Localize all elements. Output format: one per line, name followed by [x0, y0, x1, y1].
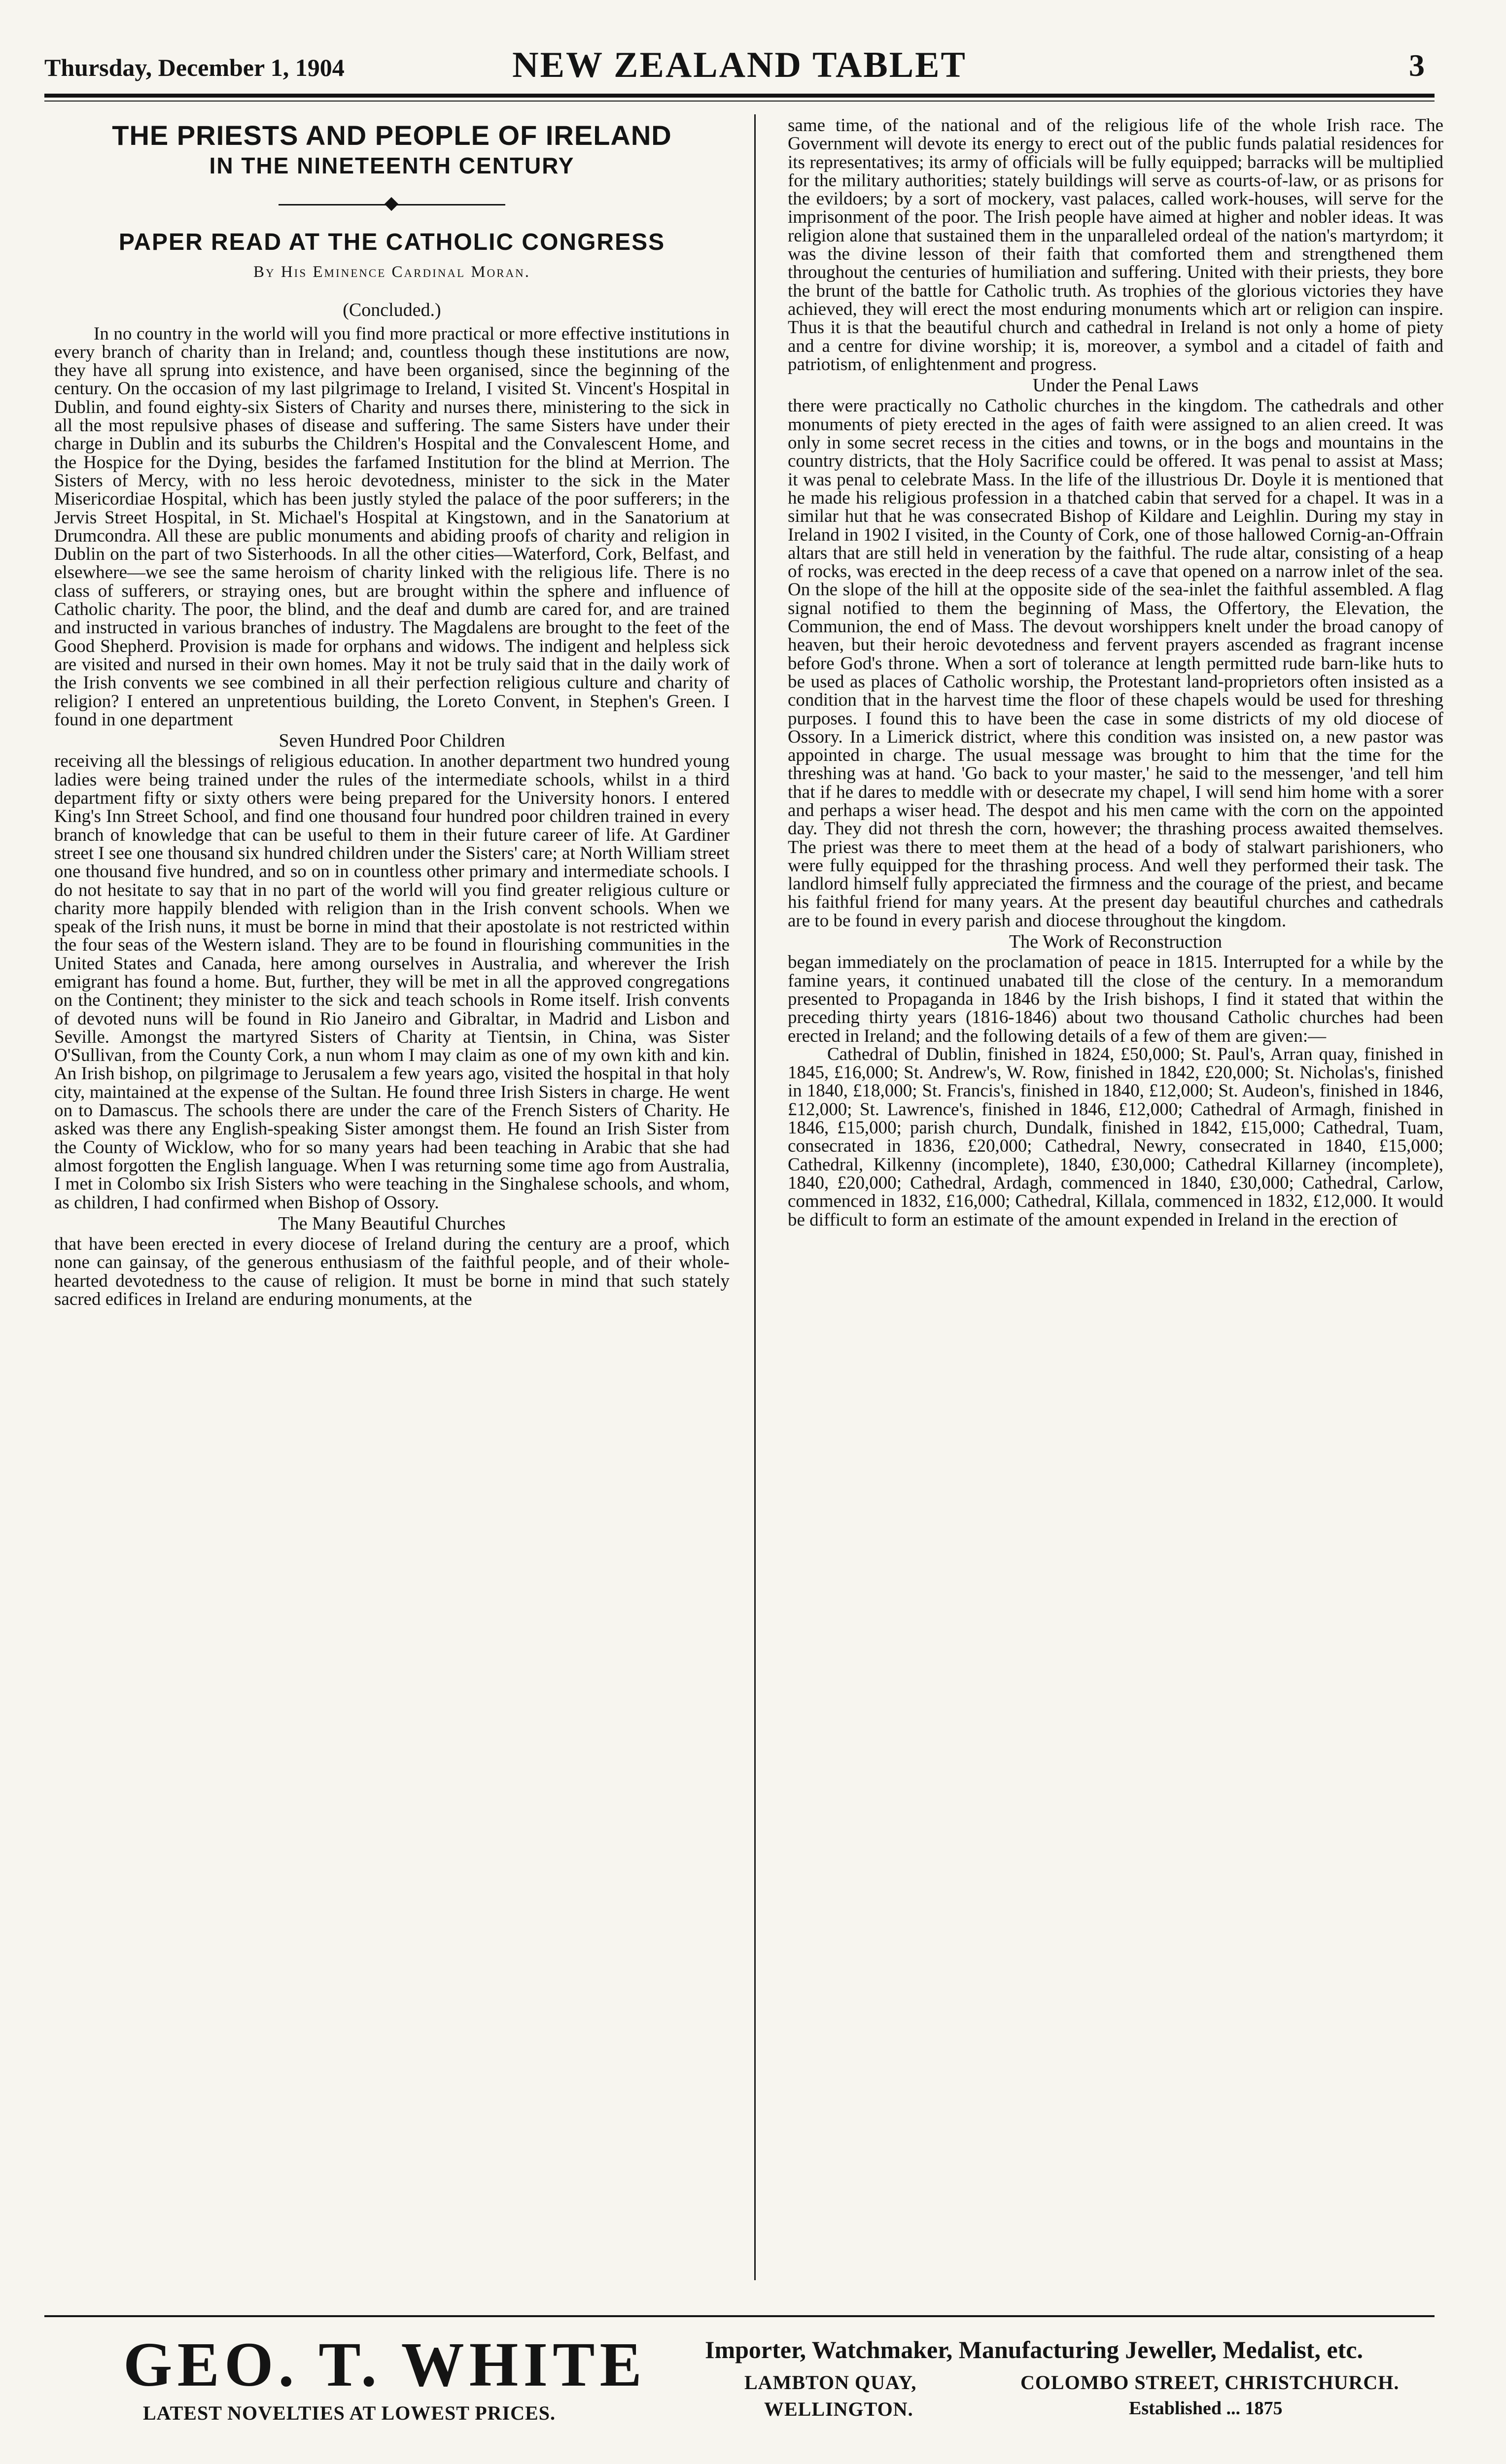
newspaper-title: NEW ZEALAND TABLET	[512, 45, 967, 85]
advertiser-city: WELLINGTON.	[764, 2398, 913, 2420]
advertisement	[44, 2328, 1435, 2447]
left-column-paragraph: In no country in the world will you find more practical or more effective institutions in every branch of charity than in Ireland; and, countless though these institutions are now, they have all sprung into existence, and have been organised, since the beginning of the century. On the occasion of my last pilgrimage to Ireland, I visited St. Vincent's Hospital in Dublin, and found eighty-six Sisters of Charity and nurses there, ministering to the sick in all the most repulsive phases of disease and suffering. The same Sisters have under their charge in Dublin and its suburbs the Children's Hospital and the Convalescent Home, and the Hospice for the Dying, besides the farfamed Institution for the blind at Merrion. The Sisters of Mercy, with no less heroic devotedness, minister to the sick in the Mater Misericordiae Hospital, which has been justly styled the palace of the poor sufferers; in the Jervis Street Hospital, in St. Michael's Hospital at Kingstown, and in the Sanatorium at Drumcondra. All these are public monuments and abiding proofs of charity and religion in Dublin on the part of two Sisterhoods. In all the other cities—Waterford, Cork, Belfast, and elsewhere—we see the same heroism of charity linked with the religious life. There is no class of sufferers, or straying ones, but are brought within the sphere and influence of Catholic charity. The poor, the blind, and the deaf and dumb are cared for, and are trained and instructed in various branches of industry. The Magdalens are brought to the feet of the Good Shepherd. Provision is made for orphans and widows. The indigent and helpless sick are visited and nursed in their own homes. May it not be truly said that in the daily work of the Irish convents we see combined in all their perfection religious culture and charity of religion? I entered an unpretentious building, the Loreto Convent, in Stephen's Green. I found in one department	[54, 323, 730, 730]
left-column-subheading: The Many Beautiful Churches	[278, 1213, 506, 1234]
advertiser-name: GEO. T. WHITE	[123, 2329, 647, 2399]
article-title: THE PRIESTS AND PEOPLE OF IRELAND	[112, 120, 672, 151]
left-column-body	[54, 325, 730, 1309]
byline: By His Eminence Cardinal Moran.	[253, 263, 531, 281]
right-column-subheading: The Work of Reconstruction	[1009, 931, 1223, 953]
issue-date: Thursday, December 1, 1904	[44, 54, 345, 81]
right-column-paragraph: began immediately on the proclamation of peace in 1815. Interrupted for a while by the famine years, it continued unabated till the close of the century. In a memorandum presented to Propaganda in 1846 by the Irish bishops, I find it stated that within the preceding thirty years (1816-1846) about two thousand Catholic churches had been erected in Ireland; and the following details of a few of them are given:—	[788, 952, 1443, 1046]
diamond-ornament-icon	[385, 197, 398, 211]
page-number: 3	[1409, 48, 1425, 83]
concluded-note: (Concluded.)	[343, 300, 441, 321]
advertiser-business: Importer, Watchmaker, Manufacturing Jeweller, Medalist, etc.	[705, 2336, 1363, 2363]
advertiser-slogan: LATEST NOVELTIES AT LOWEST PRICES.	[143, 2402, 556, 2424]
column-divider	[754, 114, 756, 2280]
article-subtitle: IN THE NINETEENTH CENTURY	[209, 153, 575, 178]
right-column-paragraph: there were practically no Catholic churches in the kingdom. The cathedrals and other monuments of piety erected in the ages of faith were assigned to an alien creed. It was only in some secret recess in the cities and towns, or in the bogs and mountains in the country districts, that the Holy Sacrifice could be offered. It was penal to assist at Mass; it was penal to celebrate Mass. In the life of the illustrious Dr. Doyle it is mentioned that he made his religious profession in a thatched cabin that served for a chapel. It was in a similar hut that he was consecrated Bishop of Kildare and Leighlin. During my stay in Ireland in 1902 I visited, in the County of Cork, one of those hallowed Cornig-an-Offrain altars that are still held in veneration by the faithful. The rude altar, consisting of a heap of rocks, was erected in the deep recess of a cave that opened on a narrow inlet of the sea. On the slope of the hill at the opposite side of the sea-inlet the faithful assembled. A flag signal notified to them the beginning of Mass, the Offertory, the Elevation, the Communion, the end of Mass. The devout worshippers knelt under the broad canopy of heaven, but their heroic devotedness and fervent prayers ascended as fragrant incense before God's throne. When a sort of tolerance at length permitted rude barn-like huts to be used as places of Catholic worship, the Protestant land-proprietors often insisted as a condition that in the harvest time the floor of these chapels would be used for threshing purposes. I found this to have been the case in some districts of my old diocese of Ossory. In a Limerick district, where this condition was insisted on, a new pastor was appointed in charge. The usual message was brought to him that the time for the threshing was at hand. 'Go back to your master,' he said to the messenger, 'and tell him that if he dares to meddle with or desecrate my chapel, I will send him home with a sorer and perhaps a wiser head. The despot and his men came with the corn on the appointed day. They did not thresh the corn, however; the thrashing process awaited themselves. The priest was there to meet them at the head of a body of stalwart parishioners, who were fully equipped for the thrashing process. And well they performed their task. The landlord himself fully appreciated the firmness and the courage of the priest, and became his faithful friend for many years. At the present day beautiful churches and cathedrals are to be found in every parish and diocese throughout the kingdom.	[788, 396, 1443, 931]
running-header	[44, 44, 1435, 94]
left-column-paragraph: that have been erected in every diocese of Ireland during the century are a proof, which none can gainsay, of the generous enthusiasm of the faithful people, and of their whole-hearted devotedness to the cause of religion. It must be borne in mind that such stately sacred edifices in Ireland are enduring monuments, at the	[54, 1234, 730, 1310]
advertiser-address-wellington: LAMBTON QUAY,	[744, 2371, 917, 2394]
right-column-subheading: Under the Penal Laws	[1032, 375, 1199, 396]
advertiser-established: Established ... 1875	[1129, 2398, 1283, 2419]
left-column-subheading: Seven Hundred Poor Children	[279, 730, 505, 752]
left-column-paragraph: receiving all the blessings of religious education. In another department two hundred young ladies were being trained under the rules of the intermediate schools, whilst in a third department fifty or sixty others were being prepared for the University honors. I entered King's Inn Street School, and find one thousand four hundred poor children trained in every branch of knowledge that can be useful to them in their future career of life. At Gardiner street I see one thousand six hundred children under the Sisters' care; at North William street one thousand five hundred, and so on in countless other primary and intermediate schools. I do not hesitate to say that in no part of the world will you find greater religious culture or charity more happily blended with religion than in the Irish convent schools. When we speak of the Irish nuns, it must be borne in mind that their apostolate is not restricted within the four seas of the Western island. They are to be found in flourishing communities in the United States and Canada, here among ourselves in Australia, and wherever the Irish emigrant has found a home. But, further, they will be met in all the approved congregations on the Continent; they minister to the sick and teach schools in Rome itself. Irish convents of devoted nuns will be found in Rio Janeiro and Gibraltar, in Madrid and Lisbon and Seville. Amongst the martyred Sisters of Charity at Tientsin, in China, was Sister O'Sullivan, from the County Cork, a nun whom I may claim as one of my own kith and kin. An Irish bishop, on pilgrimage to Jerusalem a few years ago, visited the hospital in that holy city, maintained at the expense of the Sultan. He found three Irish Sisters in charge. He went on to Damascus. The schools there are under the care of the French Sisters of Charity. He asked was there any English-speaking Sister amongst them. He found an Irish Sister from the County of Wicklow, who for so many years had been teaching in Arabic that she had almost forgotten the English language. When I was returning some time ago from Australia, I met in Colombo six Irish Sisters who were teaching in the Singhalese schools, and whom, as children, I had confirmed when Bishop of Ossory.	[54, 751, 730, 1213]
right-column-paragraph: same time, of the national and of the religious life of the whole Irish race. The Government will devote its energy to erect out of the public funds palatial residences for its representatives; its army of officials will be fully equipped; barracks will be multiplied for the military authorities; stately buildings will serve as courts-of-law, or as prisons for the evildoers; by a sort of mockery, vast palaces, called work-houses, will serve for the imprisonment of the poor. The Irish people have aimed at higher and nobler ideas. It was religion alone that sustained them in the unparalleled ordeal of the nation's martyrdom; it was the divine lesson of their faith that comforted them and strengthened them throughout the centuries of humiliation and suffering. United with their priests, they bore the brunt of the battle for Catholic truth. As trophies of the glorious victories they have achieved, they will erect the most enduring monuments which art or religion can inspire. Thus it is that the beautiful church and cathedral in Ireland is not only a home of piety and a centre for divine worship; it is, moreover, a symbol and a citadel of faith and patriotism, of enlightenment and progress.	[788, 116, 1443, 375]
advertiser-address-christchurch: COLOMBO STREET, CHRISTCHURCH.	[1020, 2371, 1400, 2394]
right-column-body	[788, 116, 1443, 1229]
right-column-paragraph: Cathedral of Dublin, finished in 1824, £50,000; St. Paul's, Arran quay, finished in 1845, £16,000; St. Andrew's, W. Row, finished in 1842, £20,000; St. Nicholas's, finished in 1840, £18,000; St. Francis's, finished in 1840, £12,000; St. Audeon's, finished in 1846, £12,000; St. Lawrence's, finished in 1846, £12,000; Cathedral of Armagh, finished in 1846, £15,000; parish church, Dundalk, finished in 1842, £15,000; Cathedral, Tuam, consecrated in 1836, £20,000; Cathedral, Newry, consecrated in 1840, £15,000; Cathedral, Kilkenny (incomplete), 1840, £30,000; Cathedral Killarney (incomplete), 1840, £20,000; Cathedral, Ardagh, commenced in 1840, £30,000; Cathedral, Carlow, commenced in 1832, £16,000; Cathedral, Killala, commenced in 1832, £12,000. It would be difficult to form an estimate of the amount expended in Ireland in the erection of	[788, 1044, 1443, 1230]
header-rule-thin	[44, 101, 1435, 102]
header-rule	[44, 94, 1435, 98]
advertisement-rule	[44, 2315, 1435, 2317]
right-column	[788, 116, 1443, 2285]
paper-heading: PAPER READ AT THE CATHOLIC CONGRESS	[118, 229, 665, 255]
ornament-divider	[279, 197, 505, 212]
left-column	[54, 114, 730, 2283]
